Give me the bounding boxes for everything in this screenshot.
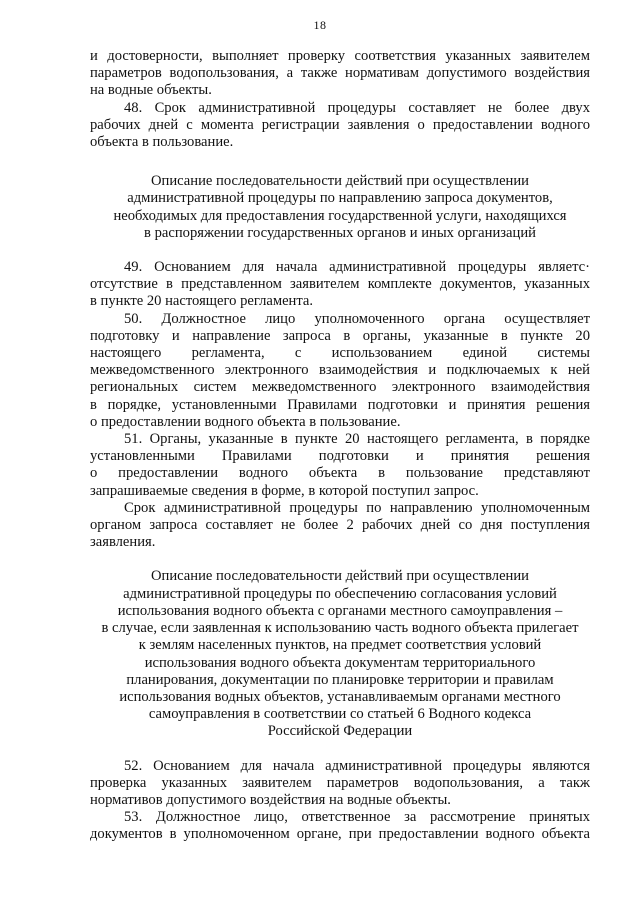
text-line: о предоставлении водного объекта в пользование. (90, 413, 401, 430)
paragraph-52 (90, 758, 590, 810)
paragraph-48 (90, 100, 590, 152)
paragraph-49 (90, 259, 590, 311)
text-line: нормативов допустимого воздействия на водные объекты. (90, 791, 451, 808)
text-line: Срок административной процедуры по направлению уполномоченным (124, 499, 590, 516)
heading-line: самоуправления в соответствии со статьей 6 Водного кодекса (148, 706, 532, 723)
heading-line: использования водных объектов, устанавливаемым органами местного (119, 688, 561, 705)
heading-line: административной процедуры по обеспечению согласования условий (123, 585, 557, 602)
section-heading-approval (90, 568, 590, 740)
heading-line: планирования, документации по планировке территории и правилам (126, 671, 554, 688)
text-line: на водные объекты. (90, 82, 212, 99)
text-line: и достоверности, выполняет проверку соответствия указанных заявителем (90, 48, 590, 64)
text-line: проверка указанных заявителем параметров водопользования, а такж (90, 774, 590, 791)
text-line: 49. Основанием для начала административной процедуры являетс· (124, 259, 590, 276)
text-line: документов в уполномоченном органе, при предоставлении водного объекта (90, 826, 590, 843)
text-line: объекта в пользование. (90, 134, 234, 151)
text-line: заявления. (90, 534, 156, 551)
text-line: в порядке, установленными Правилами подготовки и принятия решения (90, 396, 590, 413)
heading-line: в случае, если заявленная к использованию часть водного объекта прилегает (101, 620, 579, 637)
heading-line: Российской Федерации (267, 723, 413, 740)
heading-line: необходимых для предоставления государственной услуги, находящихся (113, 207, 567, 224)
text-line: параметров водопользования, а также нормативам допустимого воздействия (90, 65, 590, 82)
text-line: рабочих дней с момента регистрации заявления о предоставлении водного (90, 116, 590, 133)
heading-line: Описание последовательности действий при осуществлении (150, 568, 529, 585)
paragraph-51-term (90, 500, 590, 552)
page-number: 18 (313, 18, 327, 32)
heading-line: административной процедуры по направлению запроса документов, (127, 190, 553, 207)
heading-line: Описание последовательности действий при осуществлении (150, 173, 529, 190)
paragraph-50 (90, 311, 590, 431)
text-line: региональных систем межведомственного электронного взаимодействия (90, 379, 590, 396)
text-line: в пункте 20 настоящего регламента. (90, 293, 314, 310)
text-line: запрашиваемые сведения в форме, в которой поступил запрос. (90, 482, 479, 499)
heading-line: использования водного объекта документам территориального (144, 654, 536, 671)
text-line: органом запроса составляет не более 2 рабочих дней со дня поступления (90, 517, 590, 534)
text-line: настоящего регламента, с использованием единой системы (90, 345, 590, 362)
paragraph-51 (90, 431, 590, 500)
heading-line: использования водного объекта с органами местного самоуправления – (117, 602, 563, 619)
text-line: 52. Основанием для начала административной процедуры являются (124, 757, 590, 774)
text-line: подготовку и направление запроса в органы, указанные в пункте 20 (90, 327, 590, 344)
paragraph-53 (90, 809, 590, 843)
text-line: 48. Срок административной процедуры составляет не более двух (124, 99, 590, 116)
text-line: отсутствие в представленном заявителем комплекте документов, указанных (90, 276, 590, 293)
paragraph-intro (90, 48, 590, 100)
text-line: 53. Должностное лицо, ответственное за рассмотрение принятых (124, 809, 590, 826)
heading-line: к землям населенных пунктов, на предмет соответствия условий (138, 637, 542, 654)
text-line: 50. Должностное лицо уполномоченного органа осуществляет (124, 310, 590, 327)
text-line: установленными Правилами подготовки и принятия решения (90, 448, 590, 465)
section-heading-requests (90, 173, 590, 242)
heading-line: в распоряжении государственных органов и иных организаций (144, 224, 536, 241)
page-body (90, 48, 590, 844)
text-line: 51. Органы, указанные в пункте 20 настоящего регламента, в порядке (124, 431, 590, 448)
text-line: межведомственного электронного взаимодействия и подключаемых к ней (90, 362, 590, 379)
text-line: о предоставлении водного объекта в пользование представляют (90, 465, 590, 482)
